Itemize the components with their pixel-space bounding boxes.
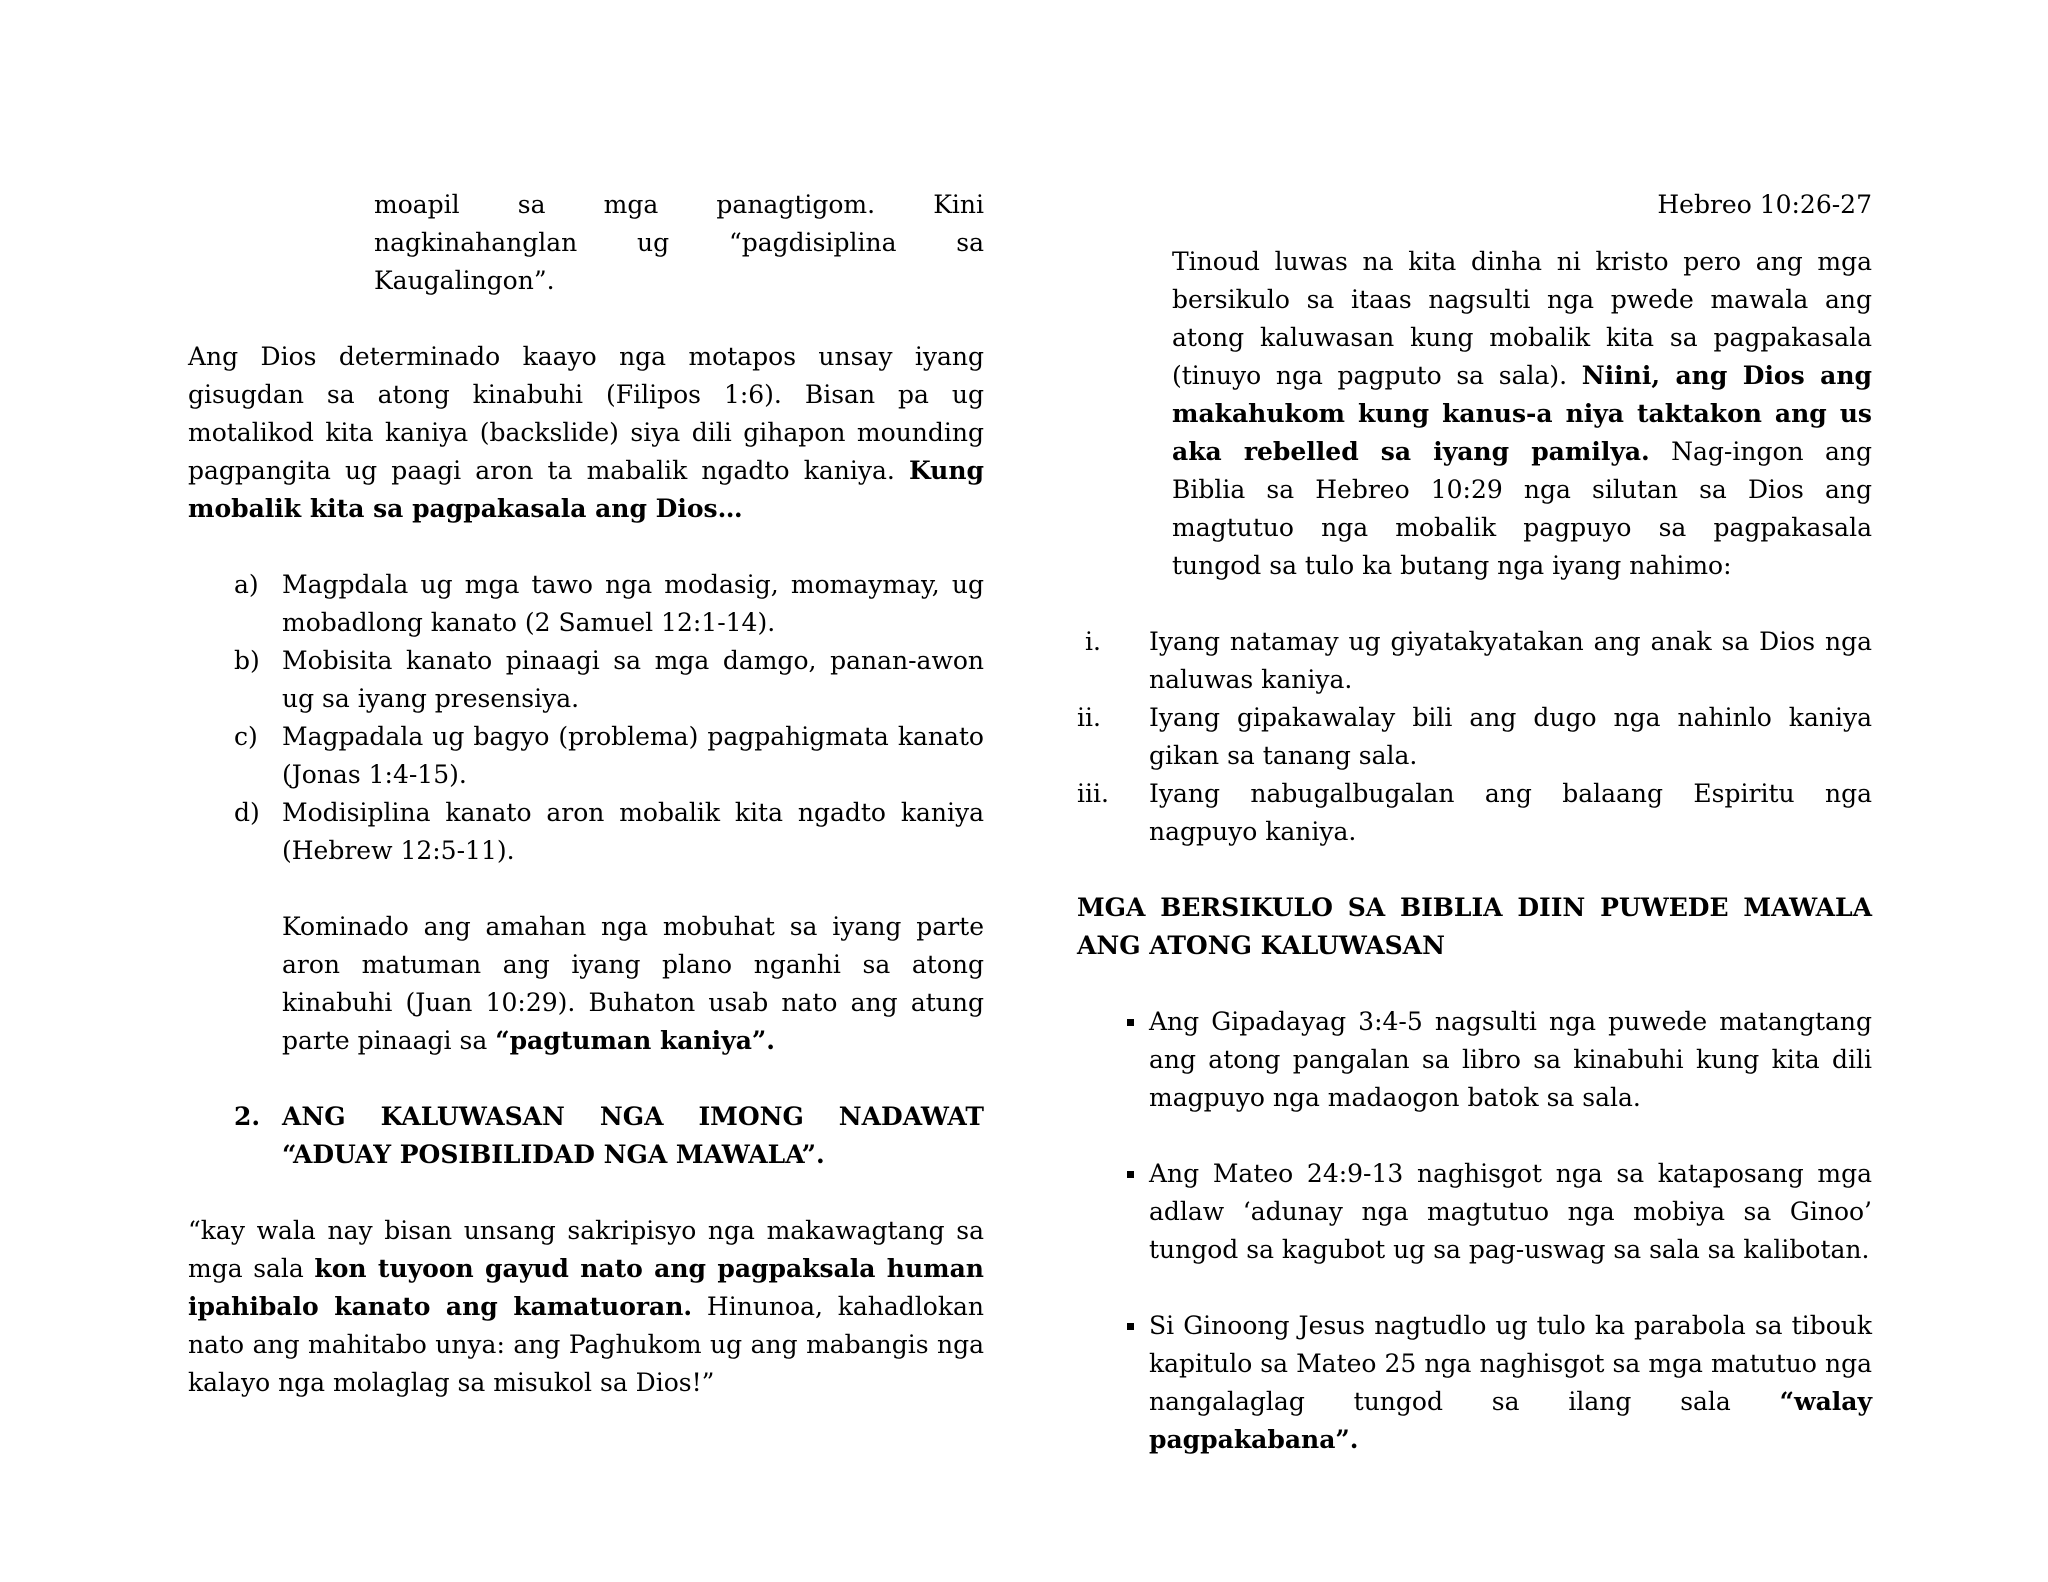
roman-list <box>1077 623 1872 851</box>
continued-paragraph: moapil sa mga panagtigom. Kini nagkinahanglan ug “pagdisiplina sa Kaugalingon”. <box>374 190 984 295</box>
list-item <box>1077 1003 1872 1117</box>
heading-number: 2. <box>234 1102 261 1131</box>
list-item-text: Ang Mateo 24:9-13 naghisgot nga sa kataposang mga adlaw ‘adunay nga magtutuo nga mobiya sa Ginoo’ tungod sa kagubot ug sa pag-uswag sa sala sa kalibotan. <box>1149 1159 1872 1264</box>
left-column <box>188 186 984 1402</box>
quote-text: “kay wala nay bisan unsang sakripisyo nga makawagtang sa mga sala <box>188 1216 984 1283</box>
list-item-text: Magpadala ug bagyo (problema) pagpahigmata kanato (Jonas 1:4-15). <box>282 722 984 789</box>
list-item-text: Modisiplina kanato aron mobalik kita ngadto kaniya (Hebrew 12:5-11). <box>282 798 984 865</box>
paragraph-bold-text: Niini, ang Dios ang makahukom kung kanus-a niya taktakon ang us aka rebelled sa iyang pamilya. <box>1172 361 1872 466</box>
paragraph-salvation-lost <box>1077 243 1872 585</box>
list-spacer <box>1077 1269 1872 1307</box>
section-heading-bible-verses: MGA BERSIKULO SA BIBLIA DIIN PUWEDE MAWALA ANG ATONG KALUWASAN <box>1077 893 1872 960</box>
lettered-list <box>188 566 984 870</box>
list-marker: ii. <box>1077 703 1101 732</box>
list-marker: i. <box>1085 627 1101 656</box>
list-item <box>1077 775 1872 851</box>
list-item <box>188 794 984 870</box>
quote-text-end: Hinunoa, kahadlokan nato ang mahitabo unya: ang Paghukom ug ang mabangis nga kalayo nga molaglag sa misukol sa Dios!” <box>188 1292 984 1397</box>
list-item-text: Mobisita kanato pinaagi sa mga damgo, panan-awon ug sa iyang presensiya. <box>282 646 984 713</box>
list-marker: a) <box>234 570 259 599</box>
list-spacer <box>1077 1117 1872 1155</box>
section-heading-2 <box>188 1098 984 1174</box>
paragraph-bold-text: “pagtuman kaniya”. <box>495 1026 775 1055</box>
paragraph-text: Tinoud luwas na kita dinha ni kristo pero ang mga bersikulo sa itaas nagsulti nga pwede mawala ang atong kaluwasan kung mobalik kita sa pagpakasala (tinuyo nga pagputo sa sala). <box>1172 247 1872 390</box>
scripture-quote <box>188 1212 984 1402</box>
square-bullet-icon <box>1127 1019 1134 1026</box>
paragraph-father-committed <box>188 908 984 1060</box>
list-marker: b) <box>234 646 260 675</box>
square-bullet-icon <box>1127 1323 1134 1330</box>
paragraph-text: Ang Dios determinado kaayo nga motapos unsay iyang gisugdan sa atong kinabuhi (Filipos 1:6). Bisan pa ug motalikod kita kaniya (backslide) siya dili gihapon mounding pagpangita ug paagi aron ta mabalik ngadto kaniya. <box>188 342 984 485</box>
list-item <box>188 566 984 642</box>
list-item-text: Magpdala ug mga tawo nga modasig, momaymay, ug mobadlong kanato (2 Samuel 12:1-14). <box>282 570 984 637</box>
bullet-list <box>1077 1003 1872 1459</box>
list-marker: c) <box>234 722 258 751</box>
list-item <box>188 642 984 718</box>
paragraph-god-determined <box>188 338 984 528</box>
heading-text: ANG KALUWASAN NGA IMONG NADAWAT “ADUAY POSIBILIDAD NGA MAWALA”. <box>282 1102 984 1169</box>
list-item-text: Iyang nabugalbugalan ang balaang Espiritu nga nagpuyo kaniya. <box>1149 779 1872 846</box>
paragraph-text-end: Nag-ingon ang Biblia sa Hebreo 10:29 nga silutan sa Dios ang magtutuo nga mobalik pagpuyo sa pagpakasala tungod sa tulo ka butang nga iyang nahimo: <box>1172 437 1872 580</box>
list-item-text: Ang Gipadayag 3:4-5 nagsulti nga puwede matangtang ang atong pangalan sa libro sa kinabuhi kung kita dili magpuyo nga madaogon batok sa sala. <box>1149 1007 1872 1112</box>
list-item-text: Iyang gipakawalay bili ang dugo nga nahinlo kaniya gikan sa tanang sala. <box>1149 703 1872 770</box>
list-marker: d) <box>234 798 260 827</box>
list-item-text: Si Ginoong Jesus nagtudlo ug tulo ka parabola sa tibouk kapitulo sa Mateo 25 nga naghisgot sa mga matutuo nga nangalaglag tungod sa ilang sala <box>1149 1311 1872 1416</box>
list-item-text: Iyang natamay ug giyatakyatakan ang anak sa Dios nga naluwas kaniya. <box>1149 627 1872 694</box>
list-item-bold-text: “walay pagpakabana”. <box>1149 1387 1872 1454</box>
paragraph-bold-text: Kung mobalik kita sa pagpakasala ang Dios… <box>188 456 984 523</box>
square-bullet-icon <box>1127 1171 1134 1178</box>
quote-bold-text: kon tuyoon gayud nato ang pagpaksala human ipahibalo kanato ang kamatuoran. <box>188 1254 984 1321</box>
list-marker: iii. <box>1077 779 1109 808</box>
list-item <box>1077 1155 1872 1269</box>
list-item <box>1077 623 1872 699</box>
list-item <box>188 718 984 794</box>
list-item <box>1077 1307 1872 1459</box>
list-item <box>1077 699 1872 775</box>
paragraph-text: Kominado ang amahan nga mobuhat sa iyang parte aron matuman ang iyang plano nganhi sa atong kinabuhi (Juan 10:29). Buhaton usab nato ang atung parte pinaagi sa <box>282 912 984 1055</box>
scripture-reference: Hebreo 10:26-27 <box>1657 190 1872 219</box>
right-column <box>1077 186 1872 1459</box>
